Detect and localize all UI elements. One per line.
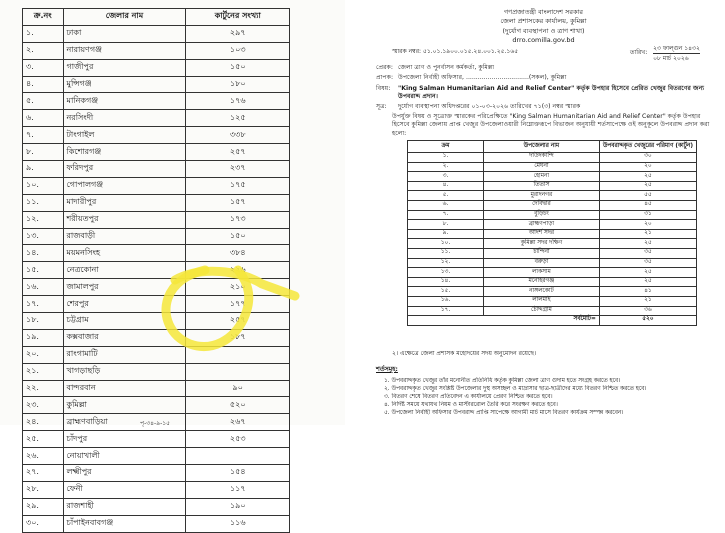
cell-district: রাজবাড়ী bbox=[63, 228, 186, 245]
cell-upazila: দেবিদ্বার bbox=[483, 200, 599, 210]
cell-district: খাগড়াছড়ি bbox=[63, 363, 186, 380]
condition-item: ৩. বিতরণ শেষে বিতরণ প্রতিবেদন এ কার্যালয়ে প্রেরণ নিশ্চিত করতে হবে। bbox=[384, 394, 553, 401]
table-row bbox=[23, 194, 290, 211]
cell-upazila: চৌদ্দগ্রাম bbox=[483, 306, 599, 316]
reference-label: সূত্র: bbox=[376, 103, 387, 111]
cell-serial: ৬. bbox=[23, 110, 64, 127]
cell-serial: ১৪. bbox=[23, 245, 64, 262]
cell-carton-count: ১৭৭ bbox=[186, 296, 290, 313]
cell-serial: ২. bbox=[408, 162, 484, 172]
table-header-row bbox=[408, 141, 697, 153]
header-carton-count: কার্টুনের সংখ্যা bbox=[186, 9, 290, 26]
conditions-list bbox=[384, 377, 719, 418]
table-row bbox=[408, 248, 697, 258]
cell-upazila: লালমাই bbox=[483, 296, 599, 306]
cell-upazila: হোমনা bbox=[483, 172, 599, 182]
cell-carton-count: ১৫০ bbox=[186, 228, 290, 245]
cell-serial: ৭. bbox=[23, 127, 64, 144]
subject-label: বিষয়: bbox=[376, 84, 391, 92]
cell-serial: ১. bbox=[23, 25, 64, 42]
table-row bbox=[23, 161, 290, 178]
cell-serial: ৯. bbox=[408, 229, 484, 239]
cell-serial: ২৯. bbox=[23, 498, 64, 515]
recipient-label: প্রাপক: bbox=[376, 74, 394, 82]
cell-district: ব্রাহ্মণবাড়িয়া bbox=[63, 414, 186, 431]
cell-district: ময়মনসিংহ bbox=[63, 245, 186, 262]
cell-district: চাঁপাইনবাবগঞ্জ bbox=[63, 515, 186, 532]
header-line-website: drro.comilla.gov.bd bbox=[512, 36, 575, 45]
table-row bbox=[23, 177, 290, 194]
table-row bbox=[408, 268, 697, 278]
cell-serial: ৪. bbox=[408, 181, 484, 191]
cell-serial: ২৬. bbox=[23, 448, 64, 465]
cell-upazila: মনোহরগঞ্জ bbox=[483, 277, 599, 287]
cell-upazila: নাঙ্গলকোট bbox=[483, 287, 599, 297]
cell-district: কুমিল্লা bbox=[63, 397, 186, 414]
cell-quantity: ২০ bbox=[599, 162, 696, 172]
cell-carton-count: ১৭৫ bbox=[186, 177, 290, 194]
table-row bbox=[23, 465, 290, 482]
cell-serial: ২৮. bbox=[23, 481, 64, 498]
cell-carton-count: ৩৩৮ bbox=[186, 127, 290, 144]
cell-serial: ১৪. bbox=[408, 277, 484, 287]
cell-carton-count: ২৫৩ bbox=[186, 431, 290, 448]
cell-carton-count bbox=[186, 448, 290, 465]
cell-district: ফেনী bbox=[63, 481, 186, 498]
cell-district: নারায়ণগঞ্জ bbox=[63, 42, 186, 59]
header-serial: ক্রম bbox=[408, 141, 484, 153]
body-paragraph: উপর্যুক্ত বিষয় ও সূত্রোক্ত স্মারকের পরিপ্রেক্ষিতে "King Salman Humanitarian Aid and Relief Center" কর্তৃক উপহার হিসেবে কুমিল্লা জেলায় প্রাপ্ত খেজুর উপজেলাওয়ারী নিম্নোক্তরূপে বিভাজন অনুযায়ী শর্তসাপেক্ষে ওই অনুকূলে উপবরাদ্দ প্রদান করা হলো: bbox=[392, 113, 710, 137]
table-row bbox=[23, 245, 290, 262]
cell-serial: ৩. bbox=[23, 59, 64, 76]
cell-carton-count: ১১৬ bbox=[186, 515, 290, 532]
cell-quantity: ২৫ bbox=[599, 268, 696, 278]
cell-serial: ১৬. bbox=[23, 279, 64, 296]
cell-district: নোয়াখালী bbox=[63, 448, 186, 465]
table-row bbox=[23, 346, 290, 363]
table-row bbox=[408, 162, 697, 172]
cell-quantity: ২৫ bbox=[599, 239, 696, 249]
cell-upazila: তিতাস bbox=[483, 181, 599, 191]
cell-quantity: ২০ bbox=[599, 220, 696, 230]
cell-upazila: মেঘনা bbox=[483, 162, 599, 172]
cell-carton-count: ১৭৩ bbox=[186, 211, 290, 228]
cell-carton-count: ১৫৪ bbox=[186, 465, 290, 482]
table-row bbox=[23, 313, 290, 330]
cell-serial: ১০. bbox=[408, 239, 484, 249]
cell-carton-count: ৫২০ bbox=[186, 397, 290, 414]
table-row bbox=[23, 498, 290, 515]
reference-value: দুর্যোগ ব্যবস্থাপনা অধিদপ্তরের ০১-০৩-২০২৬ তারিখের ৭১(৩) নম্বর স্মারক bbox=[398, 103, 581, 111]
cell-serial: ৫. bbox=[23, 93, 64, 110]
cell-district: কক্সবাজার bbox=[63, 329, 186, 346]
subject-value: "King Salman Humanitarian Aid and Relief Center" কর্তৃক উপহার হিসেবে প্রেরিত খেজুর বিতরণের জন্য উপবরাদ্দ প্রদান। bbox=[398, 84, 705, 101]
table-row bbox=[408, 181, 697, 191]
cell-carton-count bbox=[186, 346, 290, 363]
cell-serial: ২৩. bbox=[23, 397, 64, 414]
cell-district: রাজশাহী bbox=[63, 498, 186, 515]
cell-carton-count bbox=[186, 363, 290, 380]
allocation-letter bbox=[362, 0, 725, 425]
cell-district: মুন্সিগঞ্জ bbox=[63, 76, 186, 93]
table-row bbox=[23, 397, 290, 414]
cell-carton-count: ১০৩ bbox=[186, 42, 290, 59]
table-row bbox=[23, 25, 290, 42]
upazila-allocation-table bbox=[407, 140, 697, 326]
cell-carton-count: ৯০ bbox=[186, 380, 290, 397]
table-row bbox=[408, 258, 697, 268]
cell-district: শরীয়তপুর bbox=[63, 211, 186, 228]
table-row bbox=[408, 200, 697, 210]
cell-district: বান্দরবান bbox=[63, 380, 186, 397]
table-row bbox=[408, 153, 697, 163]
cell-serial: ৬. bbox=[408, 200, 484, 210]
table-row bbox=[23, 279, 290, 296]
cell-carton-count: ২১০ bbox=[186, 279, 290, 296]
cell-quantity: ২৫ bbox=[599, 277, 696, 287]
cell-district: শেরপুর bbox=[63, 296, 186, 313]
district-table-page bbox=[0, 0, 345, 528]
cell-district: ফরিদপুর bbox=[63, 161, 186, 178]
cell-serial: ২৭. bbox=[23, 465, 64, 482]
date-english: ০৮ মার্চ ২০২৬ bbox=[653, 55, 689, 62]
cell-quantity: ২৫ bbox=[599, 181, 696, 191]
cell-upazila: বুড়িচং bbox=[483, 210, 599, 220]
cell-upazila: কুমিল্লা সদর দক্ষিণ bbox=[483, 239, 599, 249]
cell-carton-count: ১৮০ bbox=[186, 76, 290, 93]
cell-district: গাজীপুর bbox=[63, 59, 186, 76]
table-row bbox=[23, 431, 290, 448]
cell-serial: ১৭. bbox=[23, 296, 64, 313]
memo-number: স্মারক নম্বর: ৫১.০১.১৯০০.০১৫.২৪.০০১.২৫.১৬৫ bbox=[392, 48, 519, 55]
cell-serial: ১২. bbox=[23, 211, 64, 228]
header-line-office: জেলা প্রশাসকের কার্যালয়, কুমিল্লা bbox=[500, 17, 587, 26]
cell-serial: ১. bbox=[408, 153, 484, 163]
cell-district: নেত্রকোনা bbox=[63, 262, 186, 279]
condition-item: ৪. নির্দিষ্ট সময়ে যথাযথ নিয়ম ও মাস্টাররোল তৈরি করে সংরক্ষণ করতে হবে। bbox=[384, 402, 558, 409]
table-row bbox=[23, 380, 290, 397]
table-row bbox=[408, 220, 697, 230]
cell-carton-count: ২৩৭ bbox=[186, 161, 290, 178]
recipient-value: উপজেলা নির্বাহী অফিসার, ................................(সকল), কুমিল্লা bbox=[398, 74, 567, 82]
header-serial: ক্র.নং bbox=[23, 9, 64, 26]
cell-serial: ২২. bbox=[23, 380, 64, 397]
cell-serial: ১৭. bbox=[408, 306, 484, 316]
cell-serial: ২৫. bbox=[23, 431, 64, 448]
cell-district: নরসিংদী bbox=[63, 110, 186, 127]
table-row bbox=[408, 191, 697, 201]
cell-district: মানিকগঞ্জ bbox=[63, 93, 186, 110]
district-carton-table bbox=[22, 8, 290, 533]
cell-quantity: ২৫ bbox=[599, 172, 696, 182]
cell-district: জামালপুর bbox=[63, 279, 186, 296]
cell-serial: ৪. bbox=[23, 76, 64, 93]
cell-serial: ৮. bbox=[408, 220, 484, 230]
cell-carton-count: ২৬৭ bbox=[186, 414, 290, 431]
conditions-title: শর্তসমূহ: bbox=[376, 366, 398, 373]
table-row bbox=[23, 144, 290, 161]
cell-carton-count: ১১৭ bbox=[186, 481, 290, 498]
table-row bbox=[23, 93, 290, 110]
cell-serial: ২০. bbox=[23, 346, 64, 363]
table-row bbox=[23, 76, 290, 93]
total-value: ৫২০ bbox=[599, 316, 696, 326]
date-bangla: ২৩ ফাল্গুন ১৪৩২ bbox=[653, 45, 700, 52]
cell-quantity: ২১ bbox=[599, 296, 696, 306]
cell-serial: ৯. bbox=[23, 161, 64, 178]
cell-upazila: দাউদকান্দি bbox=[483, 153, 599, 163]
cell-district: রাংগামাটি bbox=[63, 346, 186, 363]
table-row bbox=[23, 59, 290, 76]
table-row bbox=[408, 287, 697, 297]
cell-serial: ৫. bbox=[408, 191, 484, 201]
table-row bbox=[23, 127, 290, 144]
cell-serial: ১১. bbox=[23, 194, 64, 211]
table-row bbox=[408, 172, 697, 182]
address-block bbox=[376, 64, 716, 114]
cell-upazila: মুরাদনগর bbox=[483, 191, 599, 201]
letter-header bbox=[362, 8, 725, 46]
cell-upazila: আদর্শ সদর bbox=[483, 229, 599, 239]
cell-quantity: ৩৫ bbox=[599, 258, 696, 268]
cell-serial: ১৬. bbox=[408, 296, 484, 306]
cell-serial: ১৮. bbox=[23, 313, 64, 330]
cell-upazila: লাকসাম bbox=[483, 268, 599, 278]
table-row bbox=[23, 481, 290, 498]
header-line-branch: (দুর্যোগ ব্যবস্থাপনা ও ত্রাণ শাখা) bbox=[502, 26, 585, 35]
cell-carton-count: ২৫৭ bbox=[186, 313, 290, 330]
sender-label: প্রেরক: bbox=[376, 64, 393, 71]
cell-serial: ২৪. bbox=[23, 414, 64, 431]
table-row bbox=[23, 363, 290, 380]
cell-district: কিশোরগঞ্জ bbox=[63, 144, 186, 161]
cell-serial: ১৯. bbox=[23, 329, 64, 346]
cell-upazila: চান্দিনা bbox=[483, 248, 599, 258]
cell-district: চাঁদপুর bbox=[63, 431, 186, 448]
cell-district: চট্টগ্রাম bbox=[63, 313, 186, 330]
cell-quantity: ৪১ bbox=[599, 287, 696, 297]
table-row bbox=[408, 306, 697, 316]
page-footer: পৃ-৩৪-৯-১৫ bbox=[140, 420, 171, 427]
letter-date bbox=[630, 44, 700, 63]
header-quantity: উপবরাদ্দকৃত খেজুরের পরিমাণ (কার্টুন) bbox=[599, 141, 696, 153]
cell-quantity: ৩০ bbox=[599, 153, 696, 163]
cell-district: লক্ষ্মীপুর bbox=[63, 465, 186, 482]
cell-quantity: ৪৫ bbox=[599, 200, 696, 210]
approval-note: ২। এক্ষেত্রে জেলা প্রশাসক মহোদয়ের সদয় অনুমোদন রয়েছে। bbox=[392, 350, 537, 357]
cell-quantity: ৩১ bbox=[599, 210, 696, 220]
image-divider bbox=[345, 0, 355, 425]
cell-carton-count: ১৫০ bbox=[186, 59, 290, 76]
table-row bbox=[408, 296, 697, 306]
cell-serial: ২১. bbox=[23, 363, 64, 380]
cell-serial: ১৫. bbox=[408, 287, 484, 297]
cell-district: টাংগাইল bbox=[63, 127, 186, 144]
cell-upazila: ব্রাহ্মণপাড়া bbox=[483, 220, 599, 230]
table-row bbox=[23, 110, 290, 127]
cell-serial: ৩০. bbox=[23, 515, 64, 532]
cell-district: গোপালগঞ্জ bbox=[63, 177, 186, 194]
cell-carton-count: ৩৮৪ bbox=[186, 245, 290, 262]
cell-serial: ১২. bbox=[408, 258, 484, 268]
cell-carton-count: ২৫৭ bbox=[186, 144, 290, 161]
table-row bbox=[408, 239, 697, 249]
cell-serial: ১৩. bbox=[408, 268, 484, 278]
cell-carton-count: ২২৬ bbox=[186, 262, 290, 279]
total-row bbox=[408, 316, 697, 326]
table-row bbox=[23, 448, 290, 465]
table-row bbox=[23, 329, 290, 346]
cell-district: মাদারীপুর bbox=[63, 194, 186, 211]
table-row bbox=[23, 228, 290, 245]
table-row bbox=[408, 210, 697, 220]
table-row bbox=[23, 515, 290, 532]
cell-serial: ১৩. bbox=[23, 228, 64, 245]
table-row bbox=[23, 262, 290, 279]
cell-carton-count: ২৯৭ bbox=[186, 25, 290, 42]
sender-value: জেলা ত্রাণ ও পুনর্বাসন কর্মকর্তা, কুমিল্লা bbox=[398, 64, 495, 71]
cell-quantity: ৩৬ bbox=[599, 306, 696, 316]
cell-serial: ১৫. bbox=[23, 262, 64, 279]
cell-carton-count: ১২৫ bbox=[186, 110, 290, 127]
table-row bbox=[23, 42, 290, 59]
header-line-government: গণপ্রজাতন্ত্রী বাংলাদেশ সরকার bbox=[504, 8, 583, 16]
table-row bbox=[408, 277, 697, 287]
condition-item: ১. উপবরাদ্দকৃত খেজুর তাঁর মনোনীত প্রতিনিধি কর্তৃক কুমিল্লা জেলা ত্রাণ গুদাম হতে সংগ্রহ করতে হবে। bbox=[384, 378, 621, 384]
header-district: জেলার নাম bbox=[63, 9, 186, 26]
cell-district: ঢাকা bbox=[63, 25, 186, 42]
table-row bbox=[23, 211, 290, 228]
cell-serial: ৮. bbox=[23, 144, 64, 161]
cell-quantity: ৫৫ bbox=[599, 191, 696, 201]
cell-carton-count: ১৯০ bbox=[186, 498, 290, 515]
total-label: সর্বমোট= bbox=[408, 316, 600, 326]
date-label: তারিখ: bbox=[630, 49, 648, 57]
cell-carton-count: ১৮৭ bbox=[186, 329, 290, 346]
condition-item: ৫. উপজেলা নির্বাহী অফিসার উপবরাদ্দ প্রাপ্তি সাপেক্ষে আগামী মার্চ মাসে বিতরণ কার্যক্রম সম্পন্ন করবেন। bbox=[384, 410, 624, 417]
cell-serial: ১১. bbox=[408, 248, 484, 258]
table-header-row bbox=[23, 9, 290, 26]
cell-carton-count: ১৫৭ bbox=[186, 194, 290, 211]
cell-quantity: ২১ bbox=[599, 229, 696, 239]
cell-serial: ৩. bbox=[408, 172, 484, 182]
cell-carton-count: ১৭৬ bbox=[186, 93, 290, 110]
cell-serial: ১০. bbox=[23, 177, 64, 194]
cell-serial: ৭. bbox=[408, 210, 484, 220]
header-upazila: উপজেলার নাম bbox=[483, 141, 599, 153]
table-row bbox=[408, 229, 697, 239]
table-row bbox=[23, 296, 290, 313]
condition-item: ২. উপবরাদ্দকৃত খেজুর সংশ্লিষ্ট উপজেলার দুস্থ অসচ্ছল ও মাদ্রাসার ছাত্র-ছাত্রীদের মধ্যে বিতরণ নিশ্চিত করতে হবে। bbox=[384, 386, 647, 393]
cell-upazila: বরুড়া bbox=[483, 258, 599, 268]
cell-quantity: ৩৫ bbox=[599, 248, 696, 258]
cell-serial: ২. bbox=[23, 42, 64, 59]
